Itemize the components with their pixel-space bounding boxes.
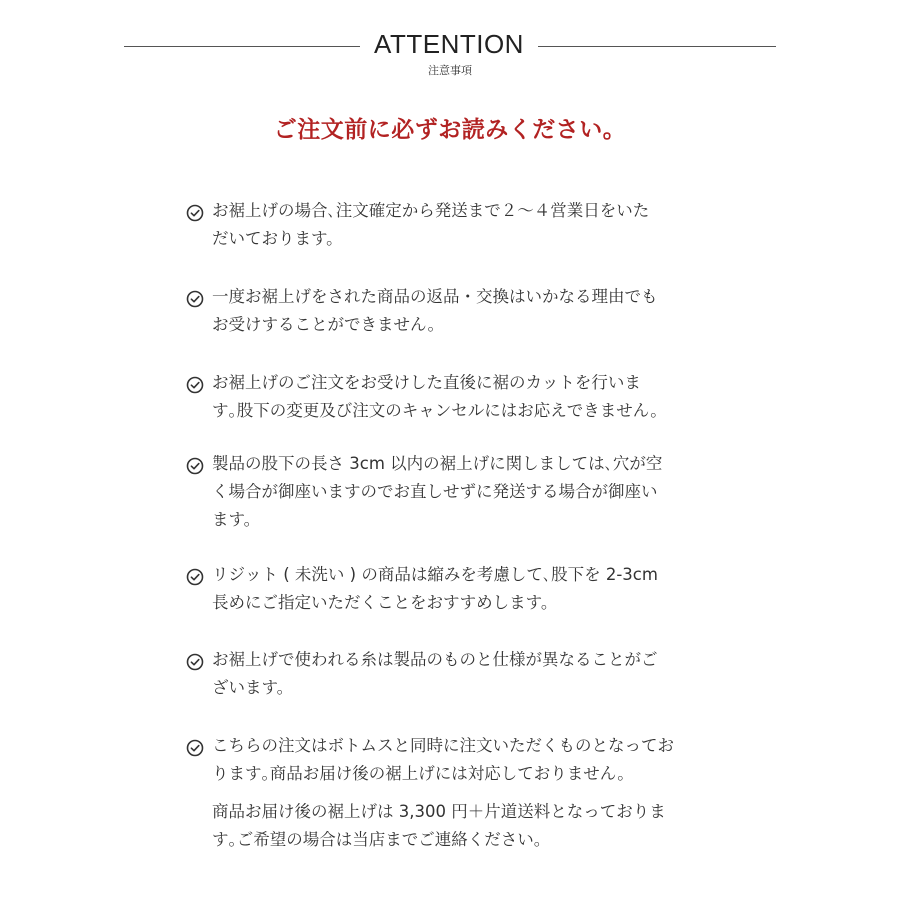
note-item	[186, 197, 746, 253]
note-text: お裾上げの場合､注文確定から発送まで２～４営業日をいた だいております。	[212, 201, 650, 248]
note-text: こちらの注文はボトムスと同時に注文いただくものとなってお ります｡商品お届け後の裾上げには対応しておりません。	[212, 736, 674, 783]
note-item	[186, 561, 746, 617]
note-text: 製品の股下の長さ 3cm 以内の裾上げに関しましては､穴が空 く場合が御座いますのでお直しせずに発送する場合が御座い ます。	[212, 454, 663, 529]
note-text: 一度お裾上げをされた商品の返品・交換はいかなる理由でも お受けすることができません。	[212, 287, 658, 334]
circle-check-icon	[186, 457, 204, 475]
headline: ご注文前に必ずお読みください。	[273, 117, 627, 143]
header-subtitle: 注意事項	[428, 64, 472, 77]
circle-check-icon	[186, 653, 204, 671]
header-title: ATTENTION	[374, 29, 524, 59]
note-item	[186, 646, 746, 702]
circle-check-icon	[186, 568, 204, 586]
circle-check-icon	[186, 290, 204, 308]
note-item	[186, 732, 746, 854]
note-item	[186, 283, 746, 339]
note-item	[186, 450, 746, 534]
note-extra-text: 商品お届け後の裾上げは 3,300 円＋片道送料となっておりま す｡ご希望の場合は当店までご連絡ください。	[212, 802, 666, 849]
note-text: お裾上げで使われる糸は製品のものと仕様が異なることがご ざいます。	[212, 650, 658, 697]
circle-check-icon	[186, 204, 204, 222]
note-text: リジット ( 未洗い ) の商品は縮みを考慮して､股下を 2-3cm 長めにご指定いただくことをおすすめします。	[212, 565, 658, 612]
note-text: お裾上げのご注文をお受けした直後に裾のカットを行いま す｡股下の変更及び注文のキャンセルにはお応えできません。	[212, 373, 667, 420]
note-item	[186, 369, 746, 425]
circle-check-icon	[186, 739, 204, 757]
circle-check-icon	[186, 376, 204, 394]
